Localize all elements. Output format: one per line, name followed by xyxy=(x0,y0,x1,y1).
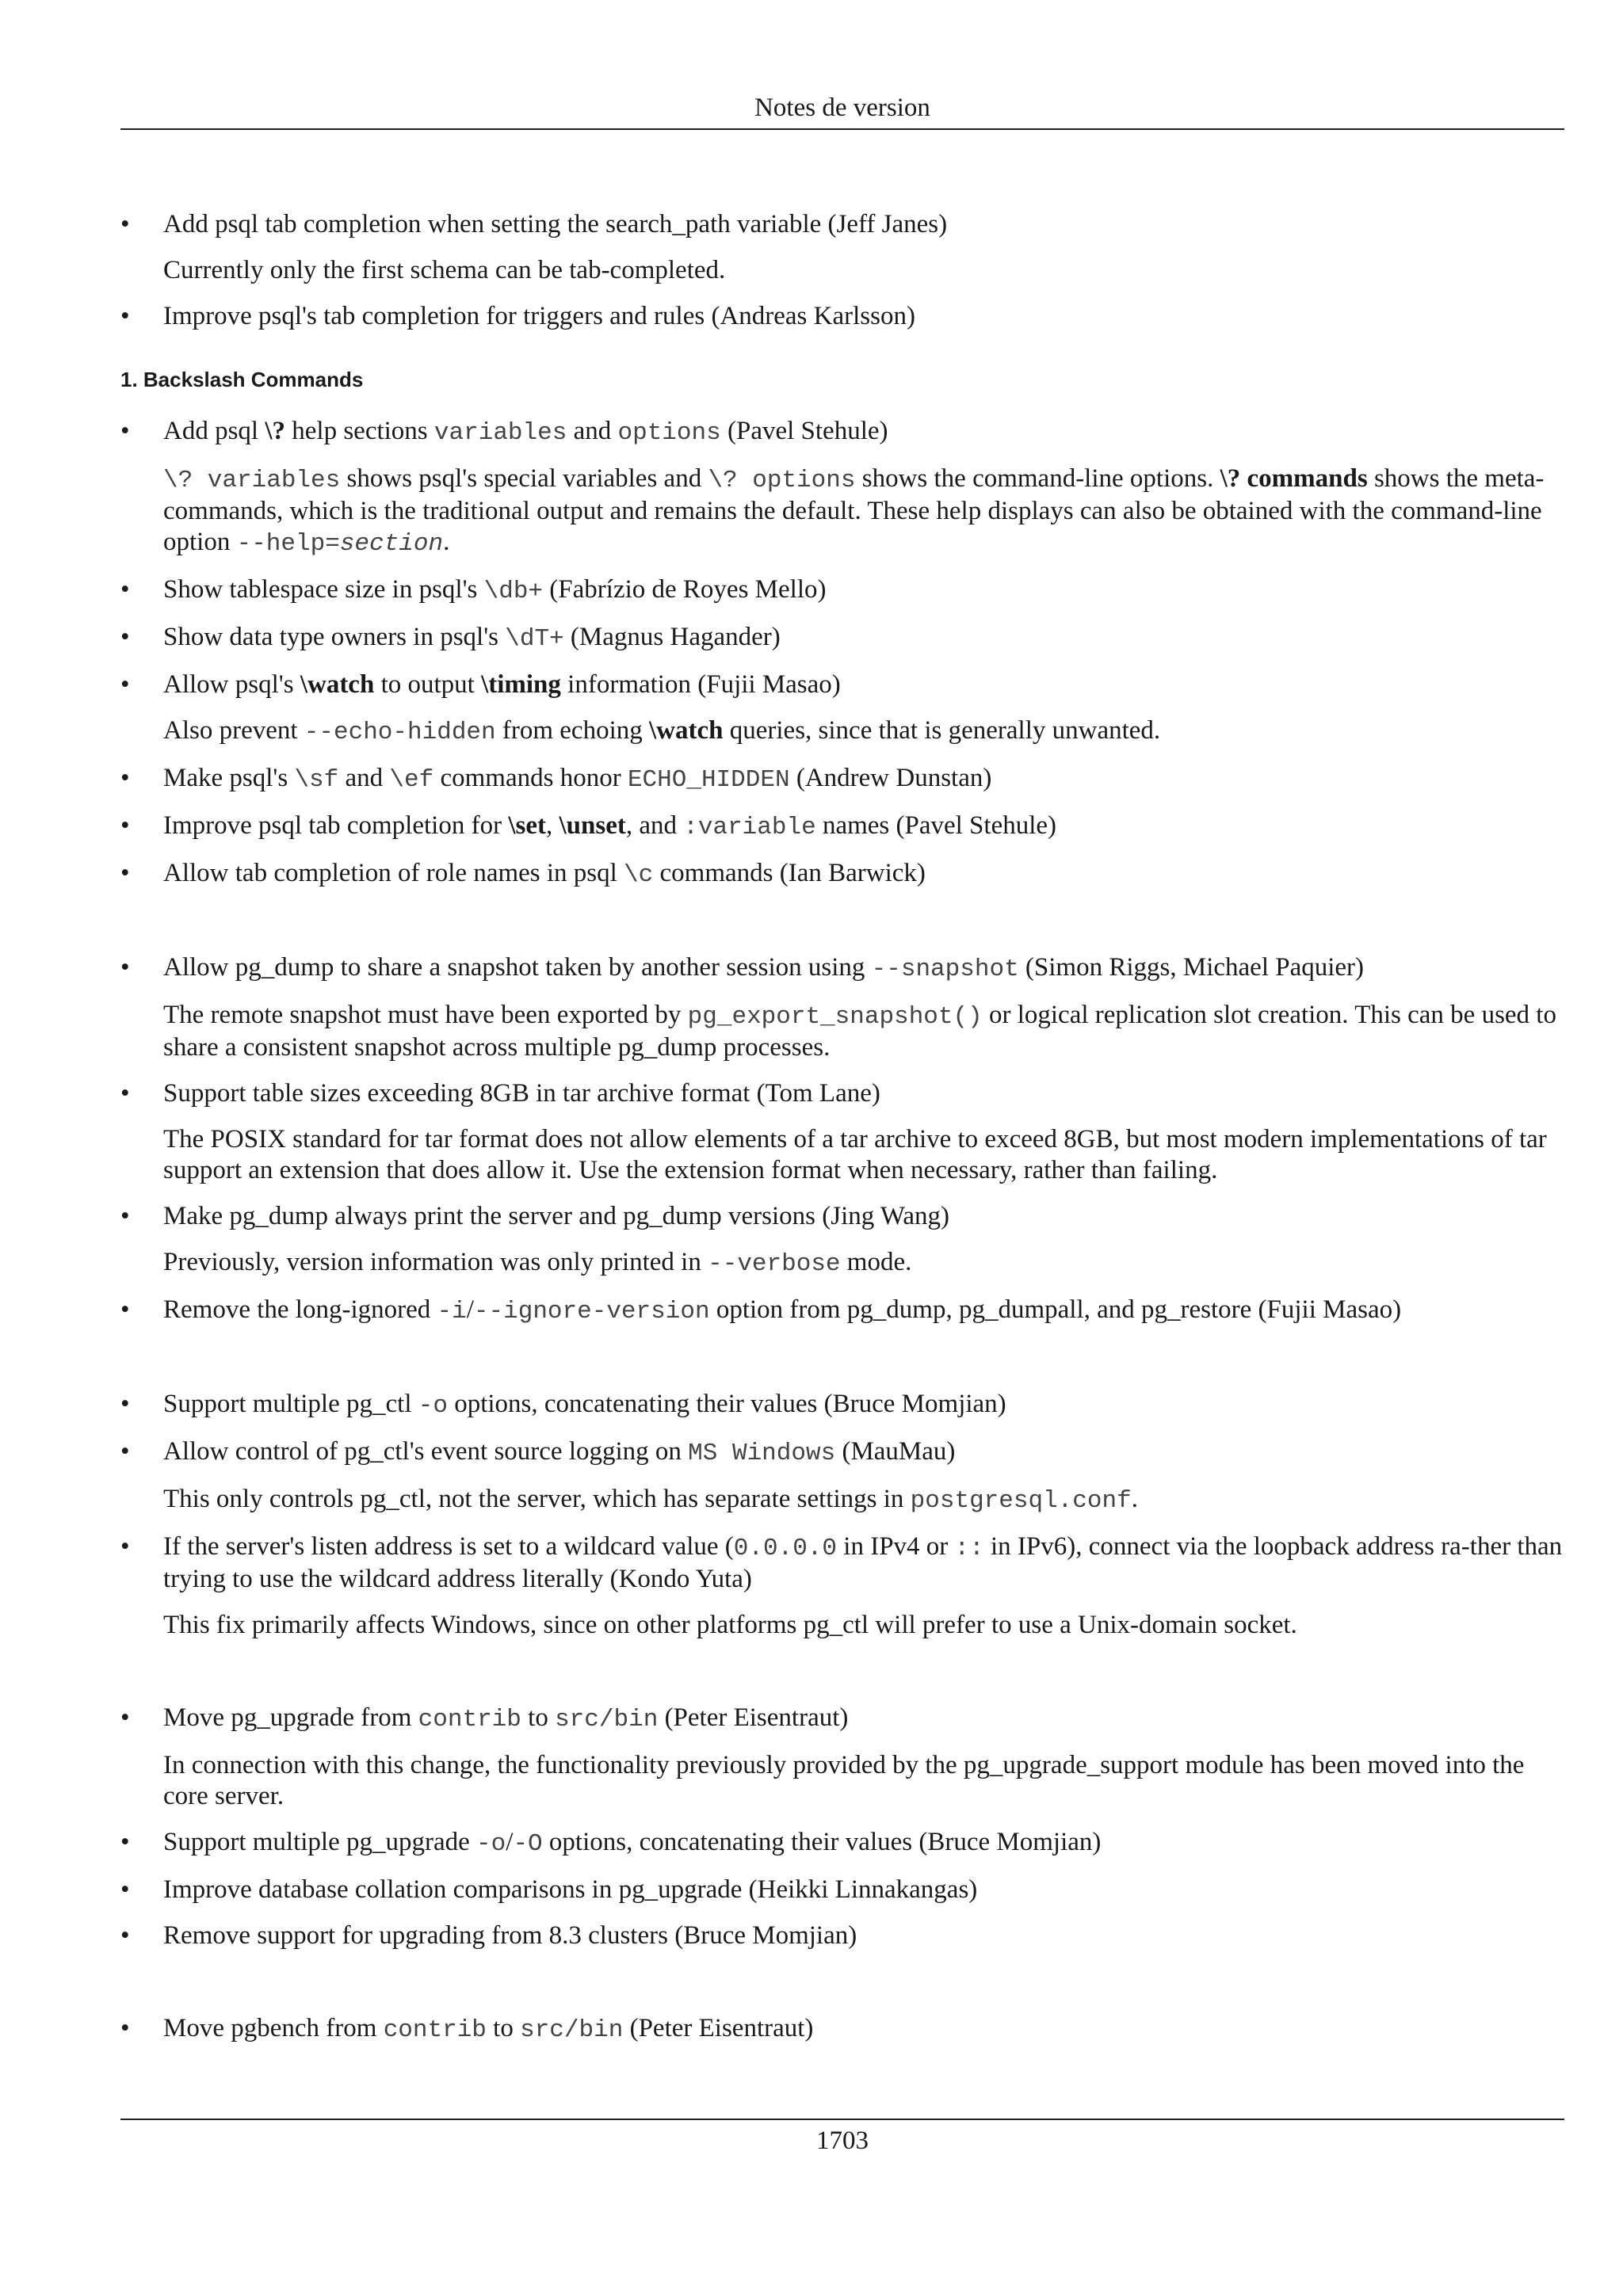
item-description: The POSIX standard for tar format does not allow elements of a tar archive to exceed 8GB, but most modern implementations of tar support an extension that does allow it. Use the extension format when necessary, rather than failing. xyxy=(163,1125,1547,1184)
bullet-icon: • xyxy=(120,1828,130,1856)
header-rule xyxy=(120,128,1564,130)
inline-code: -O xyxy=(513,1830,543,1858)
bullet-icon: • xyxy=(120,1295,130,1324)
bullet-icon: • xyxy=(120,417,130,445)
inline-code: : xyxy=(683,814,698,841)
item-description: The remote snapshot must have been exported by pg_export_snapshot() or logical replication slot creation. This can be used to share a consistent snapshot across multiple pg_dump processes. xyxy=(163,1001,1556,1062)
inline-code: MS Windows xyxy=(688,1440,836,1467)
footer-rule xyxy=(120,2119,1564,2120)
inline-code: \ef xyxy=(389,766,434,794)
bullet-icon: • xyxy=(120,1875,130,1904)
inline-code: \c xyxy=(624,861,654,889)
list-item: • Support multiple pg_upgrade -o/-O options, concatenating their values (Bruce Momjian) xyxy=(120,1828,1102,1858)
bullet-icon: • xyxy=(120,210,130,238)
item-text: Improve psql's tab completion for triggers and rules (Andreas Karlsson) xyxy=(163,302,915,330)
inline-code: contrib xyxy=(383,2016,487,2044)
item-text: Add psql tab completion when setting the search_path variable (Jeff Janes) xyxy=(163,210,948,238)
inline-code: -o xyxy=(476,1830,506,1858)
bullet-icon: • xyxy=(120,302,130,330)
item-description: \? variables shows psql's special variables and \? options shows the command-line options. \? commands shows the meta-commands, which is the traditional output and remains the default. These help displays can also be obtained with the command-line option --help=section. xyxy=(163,464,1545,558)
inline-code: \? variables xyxy=(163,467,341,494)
inline-code: :: xyxy=(954,1535,984,1562)
item-description: This fix primarily affects Windows, since on other platforms pg_ctl will prefer to use a Unix-domain socket. xyxy=(163,1611,1297,1639)
bullet-icon: • xyxy=(120,670,130,699)
list-item: • Allow pg_dump to share a snapshot taken by another session using --snapshot (Simon Riggs, Michael Paquier) xyxy=(120,953,1365,983)
inline-code: src/bin xyxy=(520,2016,624,2044)
inline-code: ECHO_HIDDEN xyxy=(627,766,790,794)
inline-code: contrib xyxy=(418,1706,521,1733)
list-item: • Add psql \? help sections variables and options (Pavel Stehule) xyxy=(120,417,888,447)
inline-code: --ignore-version xyxy=(473,1298,710,1325)
inline-code: -o xyxy=(418,1392,448,1420)
list-item xyxy=(120,209,1564,240)
item-description: Previously, version information was only printed in --verbose mode. xyxy=(163,1248,912,1278)
inline-code: -i xyxy=(437,1298,467,1325)
list-item: • Remove the long-ignored -i/--ignore-version option from pg_dump, pg_dumpall, and pg_restore (Fujii Masao) xyxy=(120,1295,1402,1325)
bullet-icon: • xyxy=(120,859,130,887)
list-item: • Allow control of pg_ctl's event source logging on MS Windows (MauMau) xyxy=(120,1437,956,1467)
page-number: 1703 xyxy=(816,2126,869,2155)
list-item: • Allow tab completion of role names in psql \c commands (Ian Barwick) xyxy=(120,859,926,889)
inline-code: 0.0.0.0 xyxy=(733,1535,838,1562)
list-item: • Support table sizes exceeding 8GB in tar archive format (Tom Lane) xyxy=(120,1079,880,1108)
list-item: • Show tablespace size in psql's \db+ (Fabrízio de Royes Mello) xyxy=(120,575,827,605)
inline-code: \sf xyxy=(294,766,339,794)
inline-code: --help=section xyxy=(236,530,444,558)
bullet-icon: • xyxy=(120,764,130,792)
list-item: • Improve psql tab completion for \set, \unset, and :variable names (Pavel Stehule) xyxy=(120,811,1057,841)
list-item: • Make psql's \sf and \ef commands honor ECHO_HIDDEN (Andrew Dunstan) xyxy=(120,764,992,794)
bullet-icon: • xyxy=(120,575,130,604)
section-heading: 1. Backslash Commands xyxy=(120,368,364,391)
running-header: Notes de version xyxy=(754,93,930,122)
inline-code: --verbose xyxy=(708,1250,841,1278)
list-item: • Show data type owners in psql's \dT+ (Magnus Hagander) xyxy=(120,623,781,653)
list-item: • Allow psql's \watch to output \timing information (Fujii Masao) xyxy=(120,670,841,699)
bullet-icon: • xyxy=(120,811,130,840)
bullet-icon: • xyxy=(120,1079,130,1108)
bullet-icon: • xyxy=(120,953,130,982)
list-item: • If the server's listen address is set to a wildcard value (0.0.0.0 in IPv4 or :: in IPv6), connect via the loopback address ra-ther than trying to use the wildcard address literally (Kondo Yuta) xyxy=(120,1532,1563,1593)
list-item: • Move pg_upgrade from contrib to src/bin (Peter Eisentraut) xyxy=(120,1703,849,1733)
document-page xyxy=(120,0,1564,2296)
inline-code: variable xyxy=(697,814,816,841)
bullet-icon: • xyxy=(120,2014,130,2042)
list-item: • Support multiple pg_ctl -o options, concatenating their values (Bruce Momjian) xyxy=(120,1390,1006,1420)
list-item xyxy=(120,301,1564,332)
inline-code: --snapshot xyxy=(871,955,1019,983)
item-description: This only controls pg_ctl, not the server, which has separate settings in postgresql.conf. xyxy=(163,1485,1138,1515)
list-item: • Make pg_dump always print the server and pg_dump versions (Jing Wang) xyxy=(120,1202,950,1230)
inline-code: --echo-hidden xyxy=(304,719,496,746)
bullet-icon: • xyxy=(120,1921,130,1950)
inline-code: \db+ xyxy=(483,578,544,605)
inline-code: \? options xyxy=(708,467,856,494)
inline-code: pg_export_snapshot() xyxy=(687,1003,983,1031)
bullet-icon: • xyxy=(120,1390,130,1418)
inline-code: postgresql.conf xyxy=(910,1487,1132,1515)
bullet-icon: • xyxy=(120,1437,130,1466)
item-description: In connection with this change, the functionality previously provided by the pg_upgrade_support module has been moved into the core server. xyxy=(163,1751,1525,1810)
list-item: • Move pgbench from contrib to src/bin (Peter Eisentraut) xyxy=(120,2014,814,2044)
list-item: • Improve database collation comparisons in pg_upgrade (Heikki Linnakangas) xyxy=(120,1875,978,1904)
bullet-icon: • xyxy=(120,1202,130,1230)
bullet-icon: • xyxy=(120,1532,130,1561)
inline-code: variables xyxy=(433,419,567,447)
bullet-icon: • xyxy=(120,1703,130,1732)
list-item: • Remove support for upgrading from 8.3 clusters (Bruce Momjian) xyxy=(120,1921,857,1950)
item-description: Currently only the first schema can be tab-completed. xyxy=(163,256,726,284)
inline-code: options xyxy=(617,419,721,447)
document-body xyxy=(120,209,1564,2046)
inline-code: src/bin xyxy=(555,1706,659,1733)
item-description: Also prevent --echo-hidden from echoing \watch queries, since that is generally unwanted. xyxy=(163,716,1161,746)
inline-code: \dT+ xyxy=(505,625,564,653)
bullet-icon: • xyxy=(120,623,130,651)
